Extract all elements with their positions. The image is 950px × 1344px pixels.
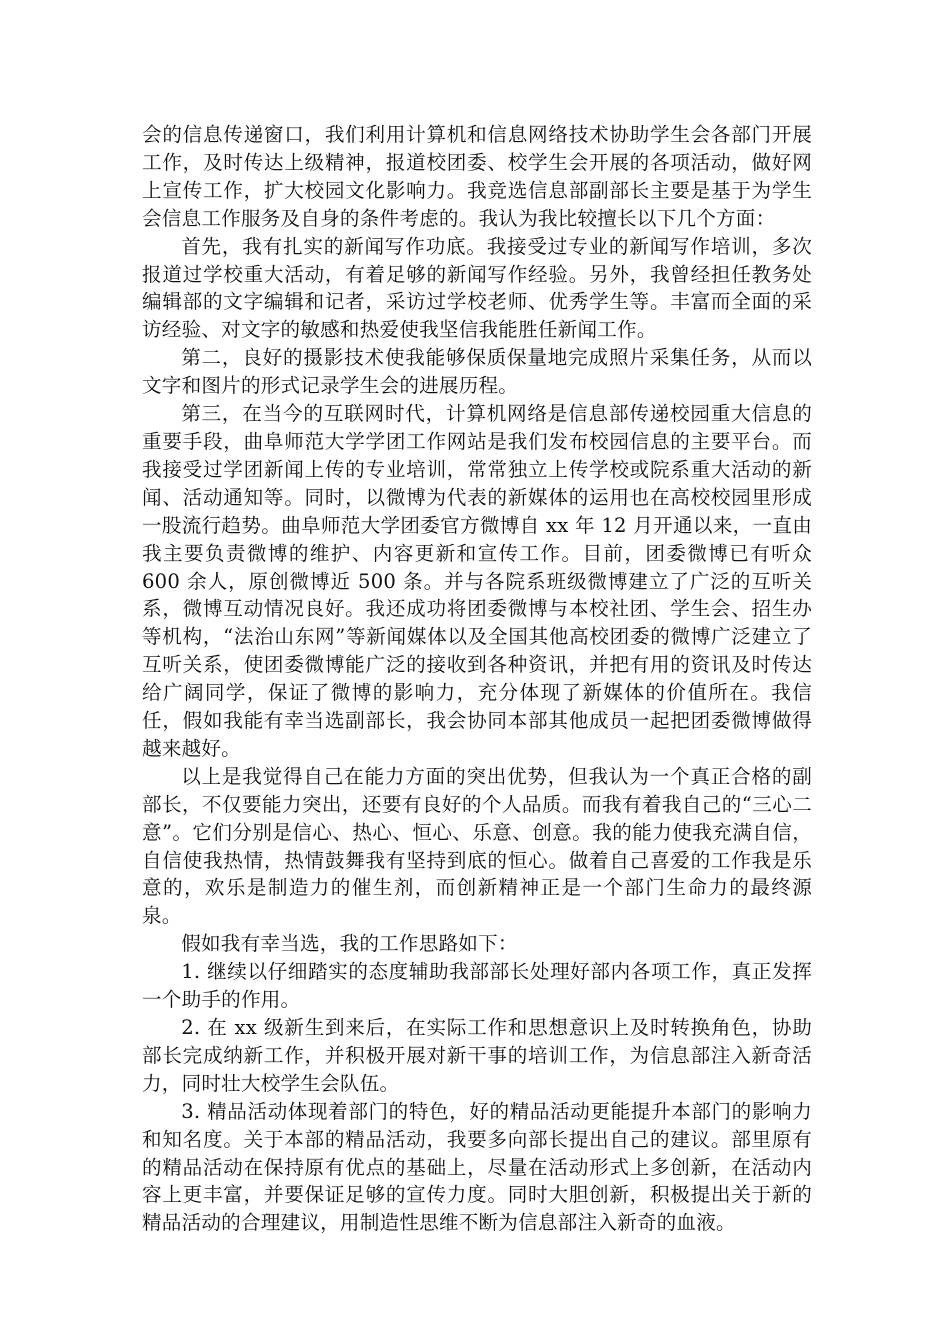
list-item-1: 1. 继续以仔细踏实的态度辅助我部部长处理好部内各项工作，真正发挥一个助手的作用。 <box>142 960 812 1012</box>
paragraph-2: 首先，我有扎实的新闻写作功底。我接受过专业的新闻写作培训，多次报道过学校重大活动，有着足够的新闻写作经验。另外，我曾经担任教务处编辑部的文字编辑和记者，采访过学校老师、优秀学生等。丰富而全面的采访经验、对文字的敏感和热爱使我坚信我能胜任新闻工作。 <box>142 234 812 342</box>
paragraph-3: 第二，良好的摄影技术使我能够保质保量地完成照片采集任务，从而以文字和图片的形式记录学生会的进展历程。 <box>142 346 812 398</box>
list-item-2: 2. 在 xx 级新生到来后，在实际工作和思想意识上及时转换角色，协助部长完成纳新工作，并积极开展对新干事的培训工作，为信息部注入新奇活力，同时壮大校学生会队伍。 <box>142 1016 812 1095</box>
list-item-3: 3. 精品活动体现着部门的特色，好的精品活动更能提升本部门的影响力和知名度。关于本部的精品活动，我要多向部长提出自己的建议。部里原有的精品活动在保持原有优点的基础上，尽量在活动形式上多创新，在活动内容上更丰富，并要保证足够的宣传力度。同时大胆创新，积极提出关于新的精品活动的合理建议，用制造性思维不断为信息部注入新奇的血液。 <box>142 1099 812 1235</box>
paragraph-5: 以上是我觉得自己在能力方面的突出优势，但我认为一个真正合格的副部长，不仅要能力突出，还要有良好的个人品质。而我有着我自己的“三心二意”。它们分别是信心、热心、恒心、乐意、创意。我的能力使我充满自信，自信使我热情，热情鼓舞我有坚持到底的恒心。做着自己喜爱的工作我是乐意的，欢乐是制造力的催生剂，而创新精神正是一个部门生命力的最终源泉。 <box>142 764 812 928</box>
paragraph-4: 第三，在当今的互联网时代，计算机网络是信息部传递校园重大信息的重要手段，曲阜师范大学学团工作网站是我们发布校园信息的主要平台。而我接受过学团新闻上传的专业培训，常常独立上传学校或院系重大活动的新闻、活动通知等。同时，以微博为代表的新媒体的运用也在高校校园里形成一股流行趋势。曲阜师范大学团委官方微博自 xx 年 12 月开通以来，一直由我主要负责微博的维护、内容更新和宣传工作。目前，团委微博已有听众 600 余人，原创微博近 500 条。并与各院系班级微博建立了广泛的互听关系，微博互动情况良好。我还成功将团委微博与本校社团、学生会、招生办等机构，“法治山东网”等新闻媒体以及全国其他高校团委的微博广泛建立了互听关系，使团委微博能广泛的接收到各种资讯，并把有用的资讯及时传达给广阔同学，保证了微博的影响力，充分体现了新媒体的价值所在。我信任，假如我能有幸当选副部长，我会协同本部其他成员一起把团委微博做得越来越好。 <box>142 402 812 760</box>
paragraph-6: 假如我有幸当选，我的工作思路如下： <box>181 932 518 956</box>
paragraph-1: 会的信息传递窗口，我们利用计算机和信息网络技术协助学生会各部门开展工作，及时传达上级精神，报道校团委、校学生会开展的各项活动，做好网上宣传工作，扩大校园文化影响力。我竞选信息部副部长主要是基于为学生会信息工作服务及自身的条件考虑的。我认为我比较擅长以下几个方面： <box>142 123 812 230</box>
document-body <box>142 121 812 1237</box>
